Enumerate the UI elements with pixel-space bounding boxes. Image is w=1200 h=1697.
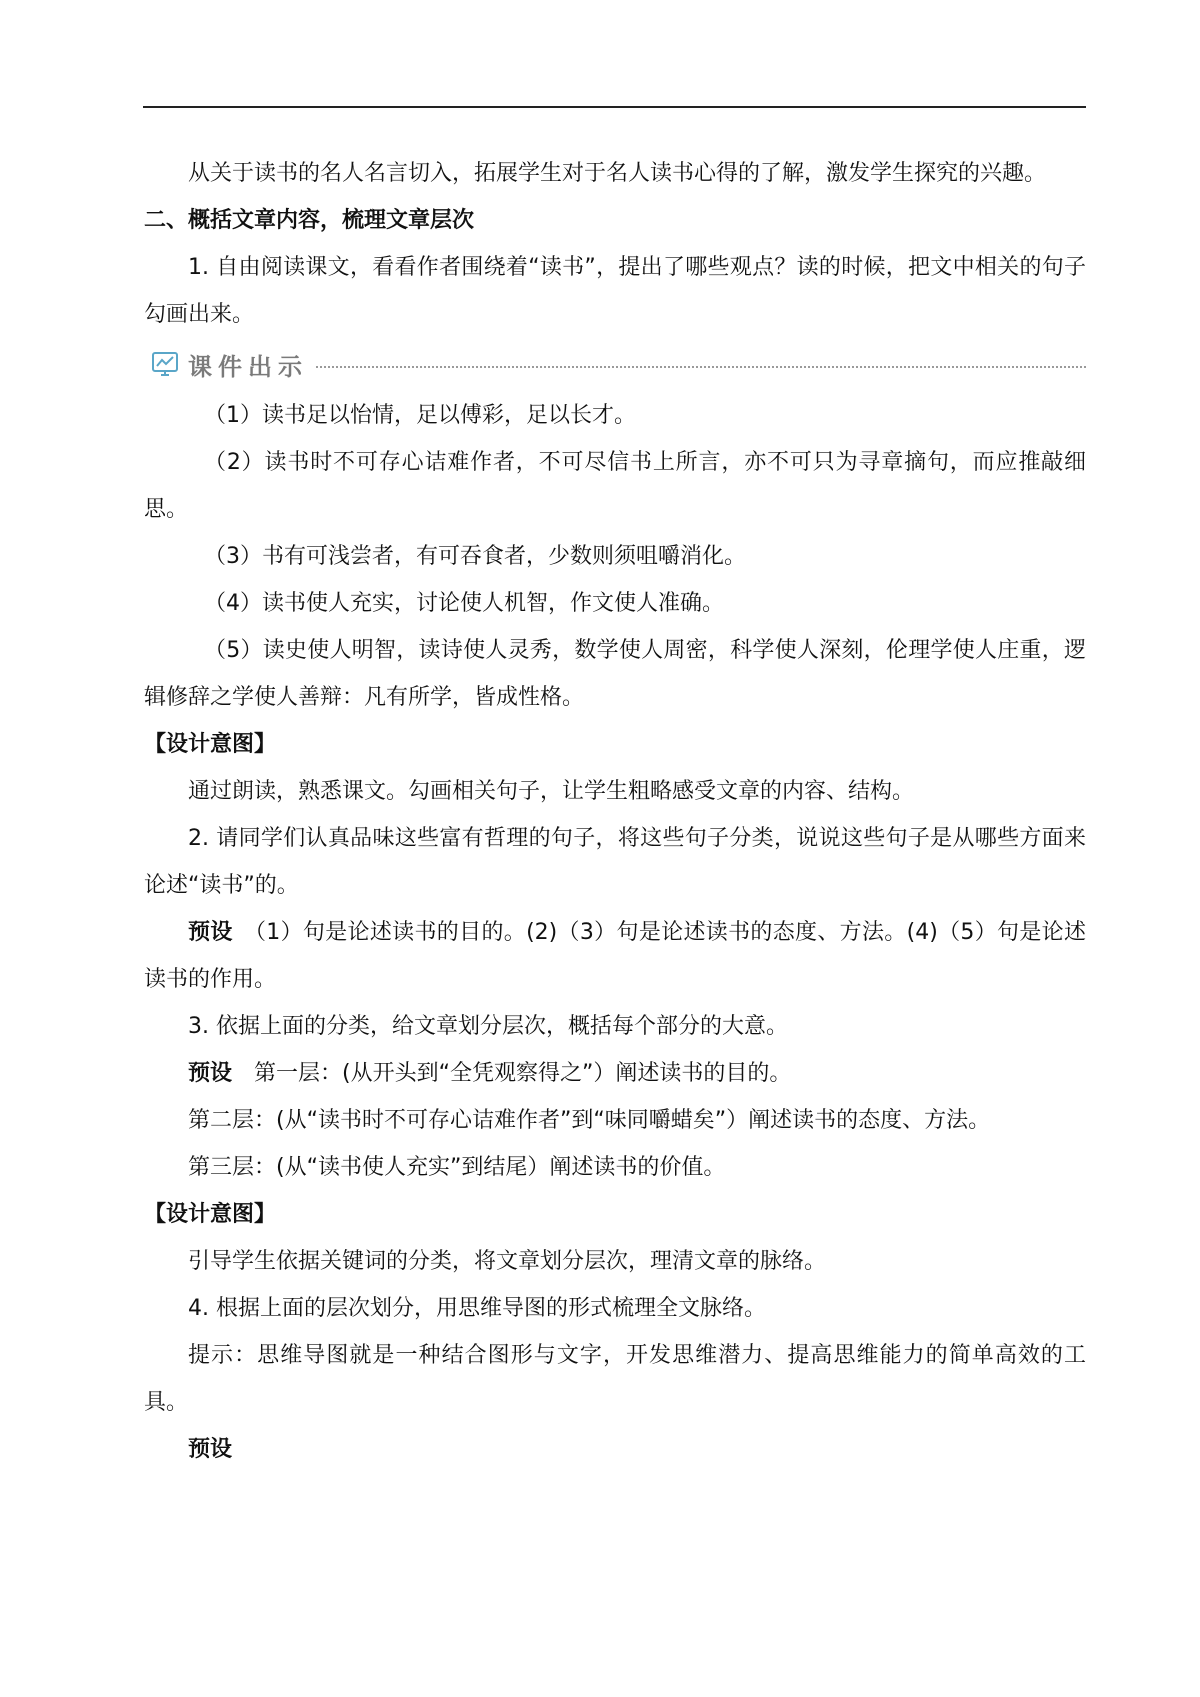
preset-label: 预设 — [188, 920, 233, 945]
courseware-title: 课件出示 — [188, 352, 308, 381]
layer-1-text: 第一层：(从开头到“全凭观察得之”）阐述读书的目的。 — [254, 1061, 792, 1086]
header-rule — [143, 106, 1086, 108]
preset-text: （1）句是论述读书的目的。(2)（3）句是论述读书的态度、方法。(4)（5）句是论述读书的作用。 — [144, 920, 1086, 992]
courseware-banner — [152, 342, 1086, 386]
tip-paragraph: 提示：思维导图就是一种结合图形与文字，开发思维潜力、提高思维能力的简单高效的工具。 — [144, 1343, 1086, 1415]
preset-label: 预设 — [188, 1061, 233, 1086]
design-intent-label: 【设计意图】 — [144, 1202, 277, 1227]
layer-2-text: 第二层：(从“读书时不可存心诘难作者”到“味同嚼蜡矣”）阐述读书的态度、方法。 — [188, 1108, 991, 1133]
example-4: （4）读书使人充实，讨论使人机智，作文使人准确。 — [204, 591, 724, 616]
example-1: （1）读书足以怡情，足以傅彩，足以长才。 — [204, 403, 636, 428]
section-heading: 二、概括文章内容，梳理文章层次 — [144, 208, 475, 233]
page-content — [144, 150, 1086, 1473]
question-1: 1. 自由阅读课文，看看作者围绕着“读书”，提出了哪些观点？读的时候，把文中相关的句子勾画出来。 — [144, 255, 1086, 327]
preset-paragraph — [144, 909, 1086, 1003]
intro-paragraph: 从关于读书的名人名言切入，拓展学生对于名人读书心得的了解，激发学生探究的兴趣。 — [188, 161, 1047, 186]
question-2: 2. 请同学们认真品味这些富有哲理的句子，将这些句子分类，说说这些句子是从哪些方面来论述“读书”的。 — [144, 826, 1086, 898]
preset-paragraph — [144, 1426, 1086, 1473]
chart-icon — [152, 351, 178, 377]
example-2: （2）读书时不可存心诘难作者，不可尽信书上所言，亦不可只为寻章摘句，而应推敲细思。 — [144, 450, 1086, 522]
layer-3-text: 第三层：(从“读书使人充实”到结尾）阐述读书的价值。 — [188, 1155, 726, 1180]
example-5: （5）读史使人明智，读诗使人灵秀，数学使人周密，科学使人深刻，伦理学使人庄重，逻辑修辞之学使人善辩：凡有所学，皆成性格。 — [144, 638, 1086, 710]
preset-label: 预设 — [188, 1437, 233, 1462]
question-3: 3. 依据上面的分类，给文章划分层次，概括每个部分的大意。 — [188, 1014, 788, 1039]
design-intent-text: 通过朗读，熟悉课文。勾画相关句子，让学生粗略感受文章的内容、结构。 — [188, 779, 915, 804]
example-3: （3）书有可浅尝者，有可吞食者，少数则须咀嚼消化。 — [204, 544, 746, 569]
preset-paragraph — [144, 1050, 1086, 1097]
design-intent-text: 引导学生依据关键词的分类，将文章划分层次，理清文章的脉络。 — [188, 1249, 827, 1274]
dotted-divider — [316, 366, 1086, 368]
design-intent-label: 【设计意图】 — [144, 732, 277, 757]
question-4: 4. 根据上面的层次划分，用思维导图的形式梳理全文脉络。 — [188, 1296, 766, 1321]
